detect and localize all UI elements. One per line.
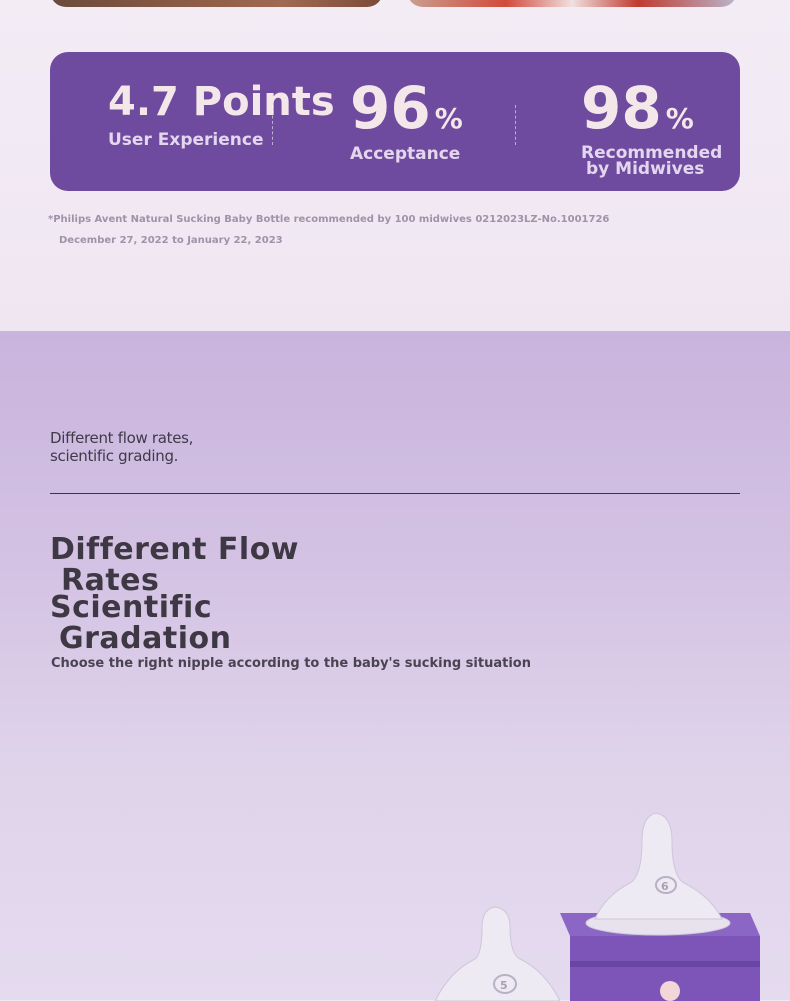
- stat-acceptance: [350, 74, 463, 164]
- intro-line1: Different flow rates,: [50, 429, 194, 447]
- stat-midwives-label-line1: Recommended: [581, 143, 723, 163]
- intro-text: [50, 429, 193, 465]
- stat-user-experience-label: User Experience: [108, 130, 264, 150]
- stat-user-experience: [108, 79, 335, 150]
- flow-rate-section: [0, 331, 790, 1000]
- stat-midwives: [581, 74, 723, 179]
- stat-acceptance-value: 96: [350, 74, 431, 142]
- stat-midwives-value-row: [581, 74, 722, 142]
- nipple-large: [586, 813, 730, 935]
- footnote-line2: December 27, 2022 to January 22, 2023: [59, 235, 283, 246]
- headline-line2: Rates: [61, 563, 160, 598]
- stat-divider: [272, 105, 273, 145]
- nipple-product-illustration: [430, 801, 790, 1001]
- nipple-small-number: 5: [500, 979, 508, 992]
- stat-acceptance-value-row: [350, 74, 463, 142]
- section-divider: [50, 493, 740, 494]
- stat-divider: [515, 105, 516, 145]
- intro-line2: scientific grading.: [50, 447, 179, 465]
- stat-acceptance-label: Acceptance: [350, 144, 461, 164]
- footnote-line1: *Philips Avent Natural Sucking Baby Bottle recommended by 100 midwives 0212023LZ-No.1001726: [48, 214, 610, 225]
- product-photo-left: [50, 0, 383, 7]
- headline-line4: Gradation: [59, 621, 232, 656]
- stats-section: [0, 0, 790, 331]
- stat-midwives-unit: %: [665, 102, 694, 135]
- stat-midwives-value: 98: [581, 74, 662, 142]
- stats-panel: [50, 52, 740, 191]
- subline: Choose the right nipple according to the baby's sucking situation: [51, 656, 531, 671]
- product-photo-right: [407, 0, 737, 7]
- stat-user-experience-value: 4.7 Points: [108, 79, 335, 125]
- nipple-large-number: 6: [661, 880, 669, 893]
- headline-line1: Different Flow: [50, 532, 300, 567]
- headline-line3: Scientific: [50, 590, 213, 625]
- stat-midwives-label-line2: by Midwives: [586, 159, 705, 179]
- stat-acceptance-unit: %: [434, 102, 463, 135]
- nipple-small: [435, 907, 560, 1001]
